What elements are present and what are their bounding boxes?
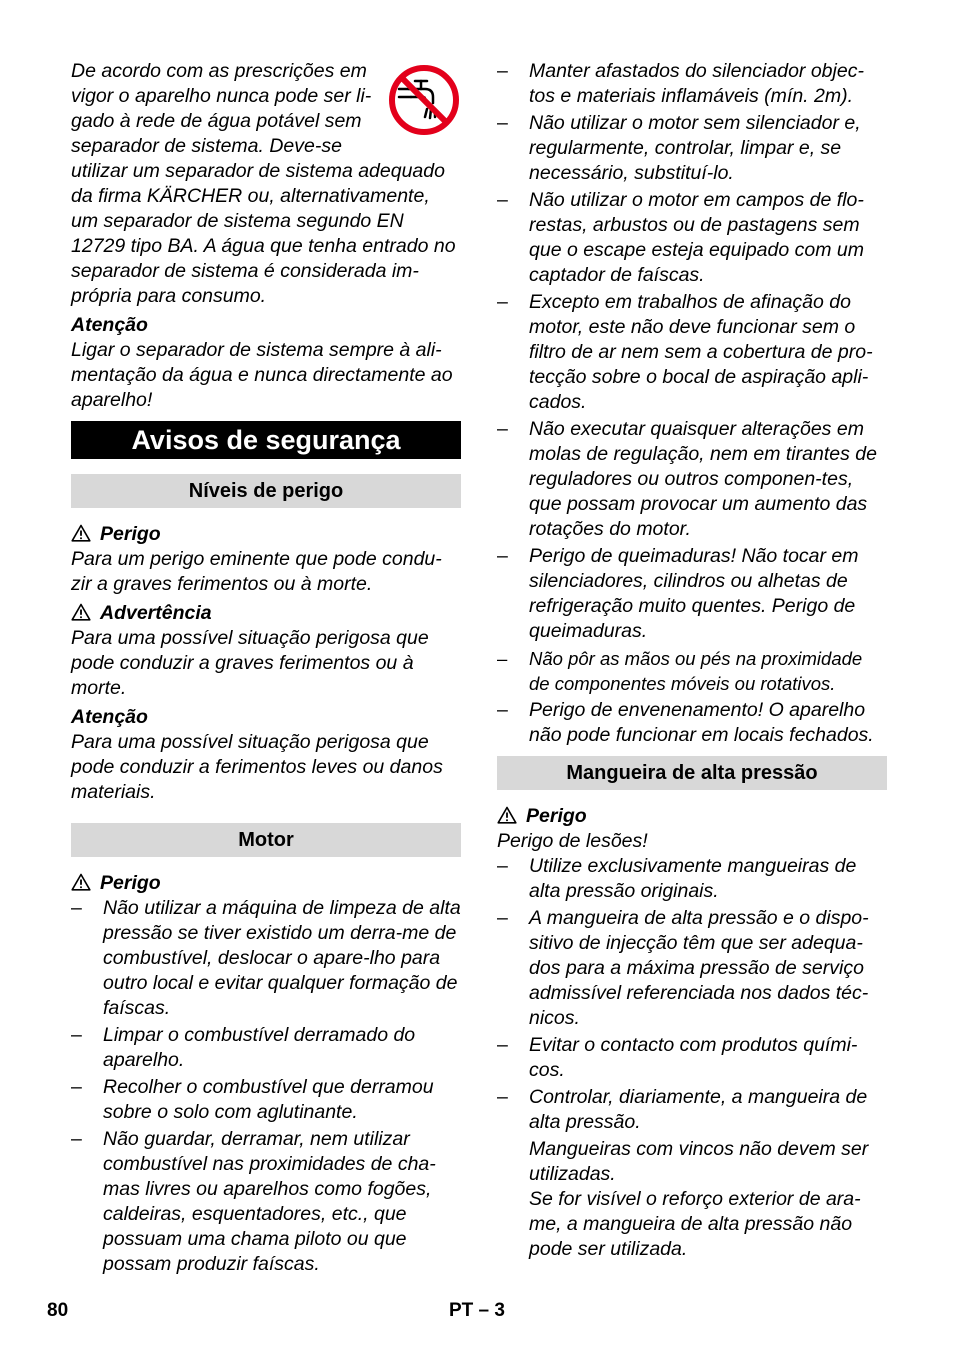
- hose-sub-text-1: Mangueiras com vincos não devem ser utilizadas.: [529, 1138, 869, 1185]
- list-item: – Não utilizar o motor em campos de flo-restas, arbustos ou de pastagens sem que o escape esteja equipado com um captador de faíscas.: [497, 188, 887, 288]
- warning-triangle-icon: [71, 524, 91, 542]
- subsection-title-levels: Níveis de perigo: [71, 474, 461, 508]
- list-item: – Não executar quaisquer alterações em molas de regulação, nem em tirantes de reguladores ou outros componen-tes, que possam provocar um aumento das rotações do motor.: [497, 417, 887, 542]
- motor-danger-label-text: Perigo: [100, 872, 161, 894]
- caution-level-label: Atenção: [71, 706, 148, 728]
- left-column: [71, 59, 461, 1279]
- list-item: – Perigo de envenenamento! O aparelho não pode funcionar em locais fechados.: [497, 698, 887, 748]
- motor-danger-label: [71, 871, 461, 896]
- danger-label-text: Perigo: [100, 523, 161, 545]
- warning-triangle-icon: [497, 806, 517, 824]
- intro-text-b: utilizar um separador de sistema adequado da firma KÄRCHER ou, alternativamente, um separador de sistema segundo EN 12729 tipo BA. A água que tenha entrado no separador de sistema é considerada im-própria para consumo.: [71, 160, 456, 307]
- list-item: – Não pôr as mãos ou pés na proximidade de componentes móveis ou rotativos.: [497, 646, 887, 696]
- danger-level-text: Para um perigo eminente que pode condu-zir a graves ferimentos ou à morte.: [71, 548, 442, 595]
- motor-danger-list-continued: [497, 59, 887, 748]
- intro-text-a: De acordo com as prescrições em vigor o aparelho nunca pode ser li-gado à rede de água potável sem separador de sistema. Deve-se: [71, 60, 372, 157]
- warning-level-label: [71, 601, 461, 626]
- motor-danger-list: [71, 896, 461, 1277]
- caution-level-text: Para uma possível situação perigosa que pode conduzir a ferimentos leves ou danos materiais.: [71, 731, 443, 803]
- list-item: – Evitar o contacto com produtos quími-cos.: [497, 1033, 887, 1083]
- list-item: – Não guardar, derramar, nem utilizar combustível nas proximidades de cha-mas livres ou aparelhos como fogões, caldeiras, esquentadores, etc., que possuam uma chama piloto ou que possam produzir faíscas.: [71, 1127, 461, 1277]
- list-item: – Excepto em trabalhos de afinação do motor, este não deve funcionar sem o filtro de ar nem sem a cobertura de pro-tecção sobre o bocal de aspiração apli-cados.: [497, 290, 887, 415]
- list-item: – Perigo de queimaduras! Não tocar em silenciadores, cilindros ou alhetas de refrigeração muito quentes. Perigo de queimaduras.: [497, 544, 887, 644]
- hose-danger-label: [497, 804, 887, 829]
- danger-level-label: [71, 522, 461, 547]
- hose-danger-label-text: Perigo: [526, 805, 587, 827]
- list-item: – Manter afastados do silenciador objec-tos e materiais inflamáveis (mín. 2m).: [497, 59, 887, 109]
- list-item: – A mangueira de alta pressão e o dispo-sitivo de injecção têm que ser adequa-dos para a máxima pressão de serviço admissível referenciada nos dados téc-nicos.: [497, 906, 887, 1031]
- subsection-title-hose: Mangueira de alta pressão: [497, 756, 887, 790]
- list-item: – Limpar o combustível derramado do aparelho.: [71, 1023, 461, 1073]
- right-column: [497, 59, 887, 1262]
- no-drinking-water-connection-icon: [387, 63, 461, 137]
- hose-danger-list: [497, 854, 887, 1135]
- section-title-safety: Avisos de segurança: [71, 421, 461, 459]
- list-item: – Controlar, diariamente, a mangueira de alta pressão.: [497, 1085, 887, 1135]
- warning-triangle-icon: [71, 603, 91, 621]
- list-item: – Não utilizar o motor sem silenciador e, regularmente, controlar, limpar e, se necessário, substituí-lo.: [497, 111, 887, 186]
- list-item: – Não utilizar a máquina de limpeza de alta pressão se tiver existido um derra-me de combustível, deslocar o apare-lho para outro local e evitar qualquer formação de faíscas.: [71, 896, 461, 1021]
- warning-level-text: Para uma possível situação perigosa que pode conduzir a graves ferimentos ou à morte.: [71, 627, 429, 699]
- list-item: – Recolher o combustível que derramou sobre o solo com aglutinante.: [71, 1075, 461, 1125]
- language-page-label: PT – 3: [449, 1300, 505, 1321]
- list-item: – Utilize exclusivamente mangueiras de alta pressão originais.: [497, 854, 887, 904]
- intro-attention-text: Ligar o separador de sistema sempre à ali-mentação da água e nunca directamente ao aparelho!: [71, 339, 453, 411]
- warning-label-text: Advertência: [100, 602, 212, 624]
- warning-triangle-icon: [71, 873, 91, 891]
- subsection-title-motor: Motor: [71, 823, 461, 857]
- intro-attention-label: Atenção: [71, 314, 148, 336]
- page-number: 80: [47, 1300, 69, 1321]
- hose-sub-text-2: Se for visível o reforço exterior de ara-me, a mangueira de alta pressão não pode ser utilizada.: [529, 1188, 861, 1260]
- hose-lead-text: Perigo de lesões!: [497, 830, 648, 852]
